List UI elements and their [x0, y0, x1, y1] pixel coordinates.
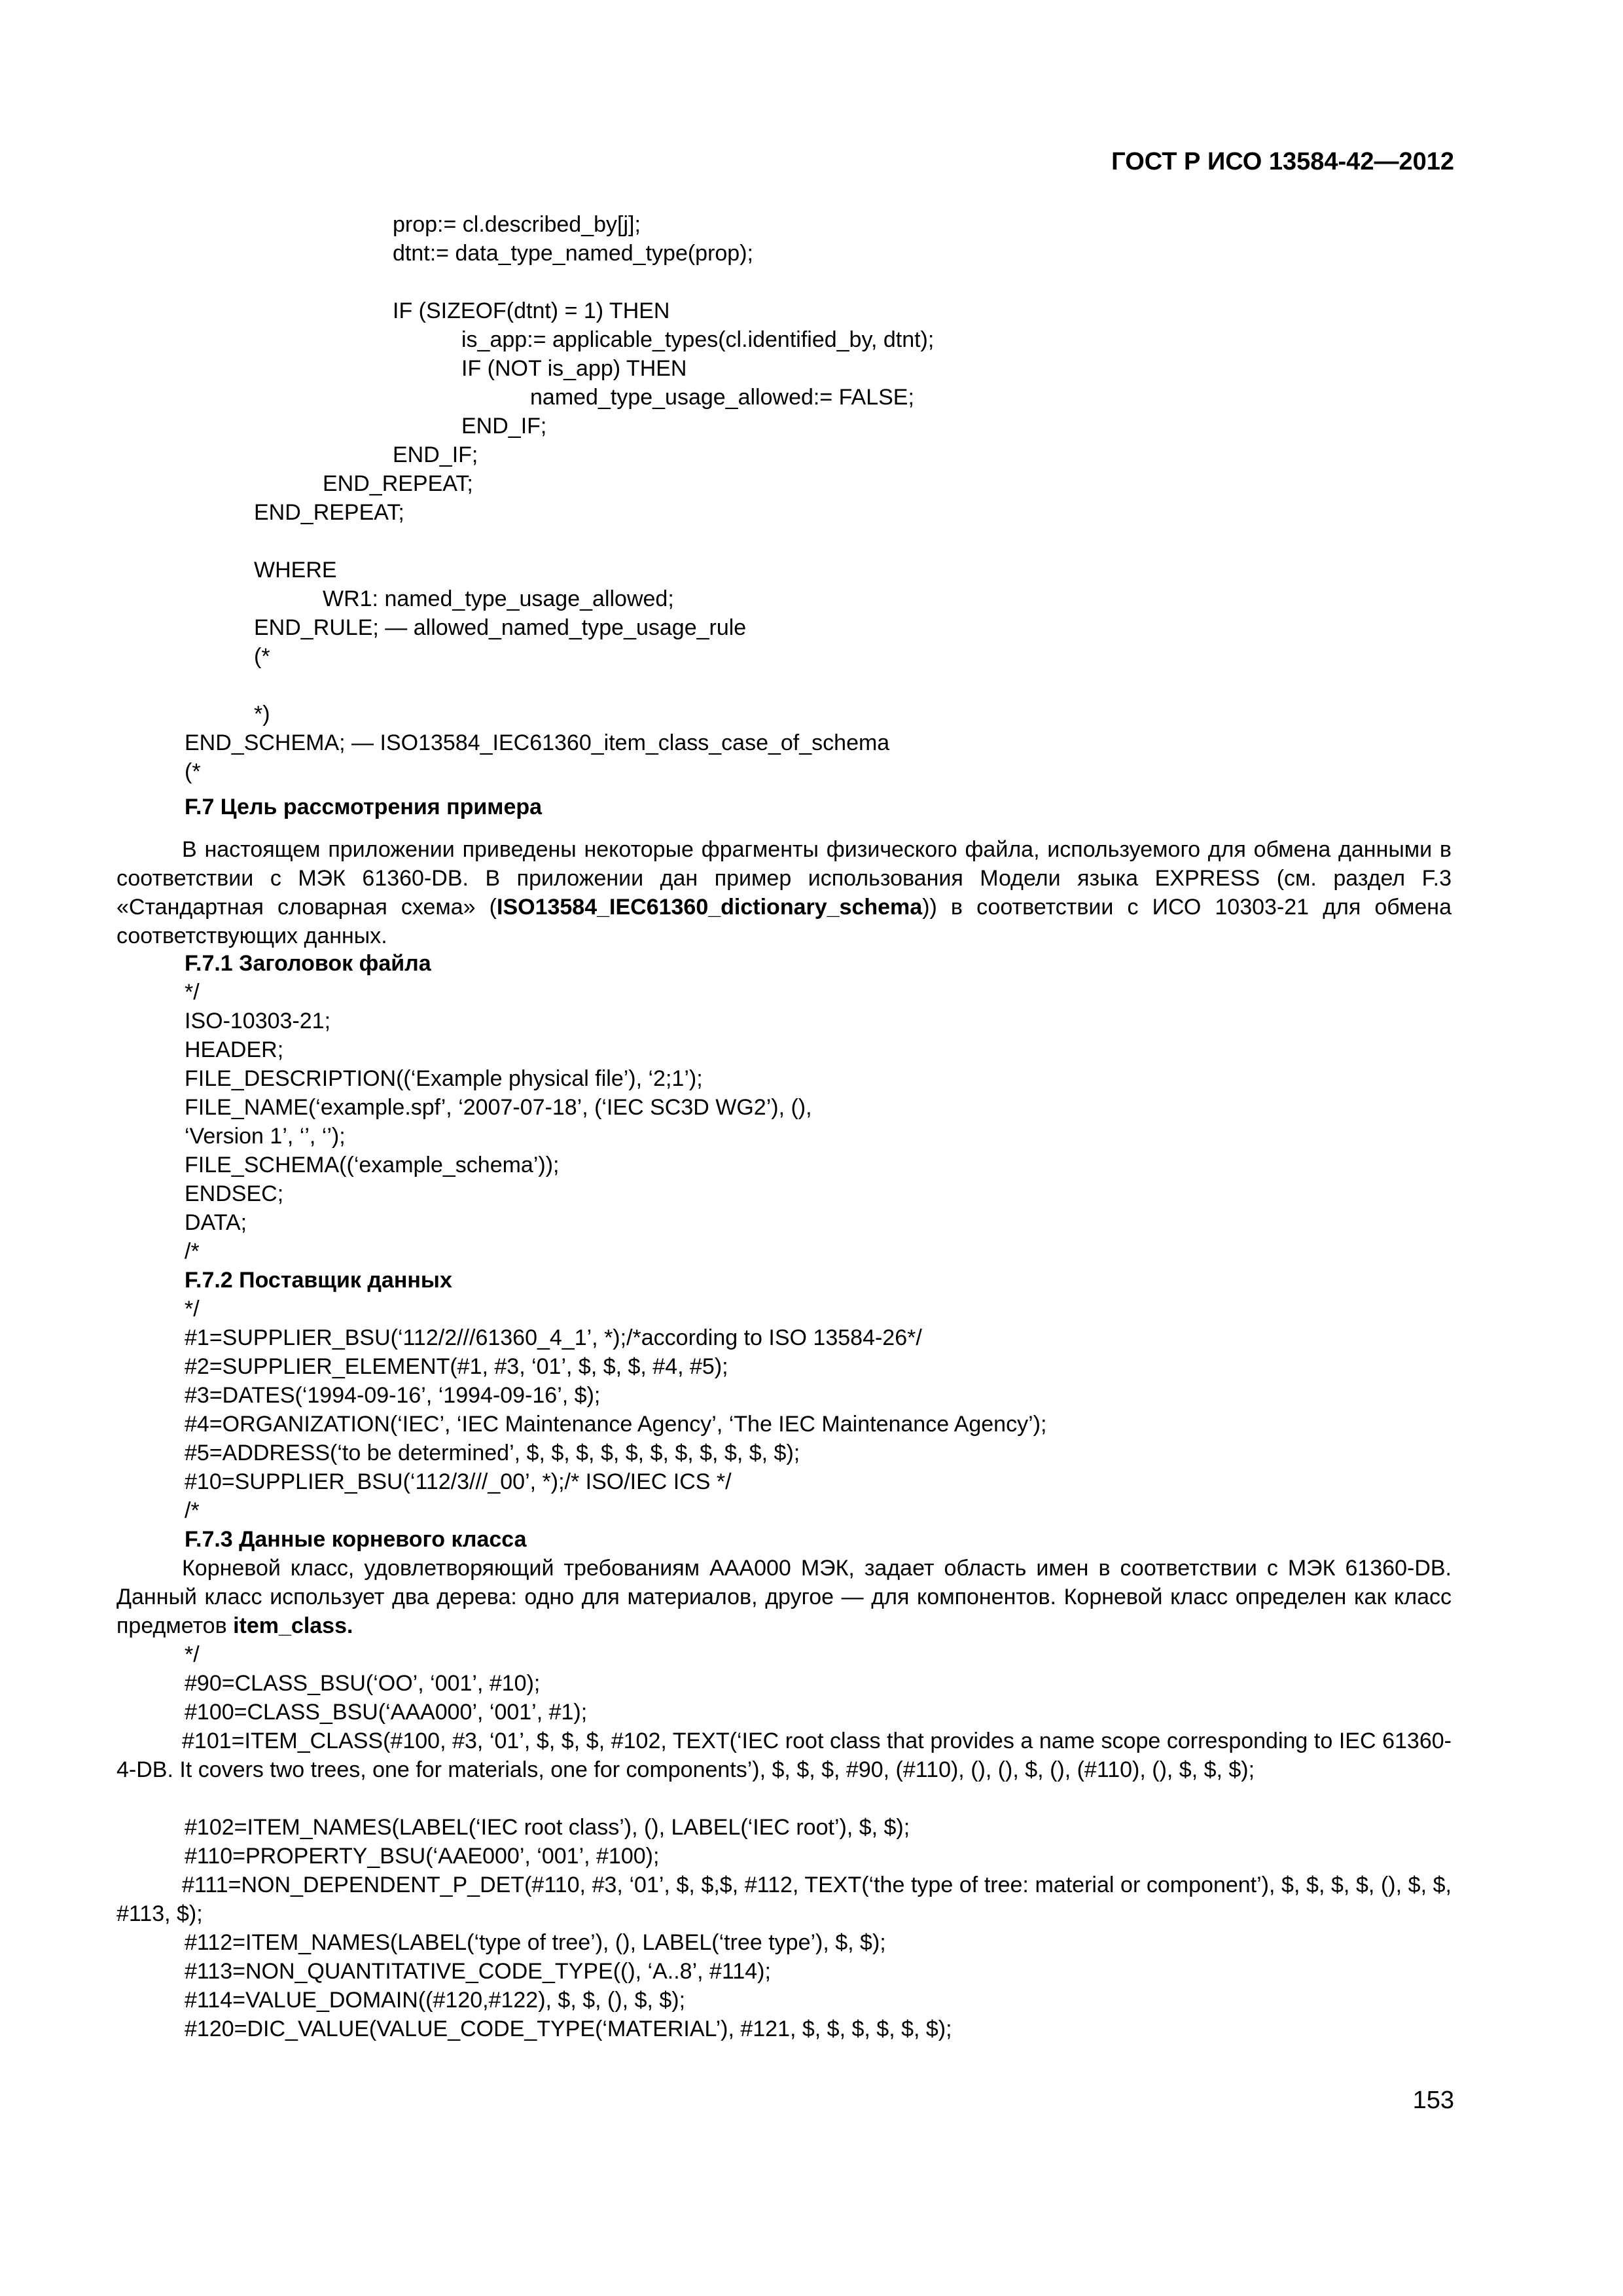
code-line: #1=SUPPLIER_BSU(‘112/2///61360_4_1’, *);/*according to ISO 13584-26*/: [185, 1325, 922, 1350]
code-text: #111=NON_DEPENDENT_P_DET(#110, #3, ‘01’, $, $,$, #112, TEXT(‘the type of tree: material or component’), $, $, $, $, (), $, $, #113, $);: [116, 1873, 1452, 1926]
code-line: dtnt:= data_type_named_type(prop);: [393, 241, 753, 266]
section-heading-f72: F.7.2 Поставщик данных: [185, 1268, 452, 1293]
section-heading-f7: F.7 Цель рассмотрения примера: [185, 795, 543, 819]
code-line: WHERE: [254, 558, 337, 583]
code-line: #5=ADDRESS(‘to be determined’, $, $, $, $, $, $, $, $, $, $, $);: [185, 1441, 800, 1465]
code-line: IF (NOT is_app) THEN: [461, 356, 687, 381]
code-line: #4=ORGANIZATION(‘IEC’, ‘IEC Maintenance Agency’, ‘The IEC Maintenance Agency’);: [185, 1412, 1047, 1437]
code-line: END_SCHEMA; — ISO13584_IEC61360_item_class_case_of_schema: [185, 730, 890, 755]
code-line: /*: [185, 1498, 200, 1523]
document-header: ГОСТ Р ИСО 13584-42—2012: [1111, 148, 1454, 175]
page-number: 153: [1412, 2087, 1454, 2114]
section-f73-paragraph: [116, 1554, 1452, 1640]
code-line: END_REPEAT;: [323, 471, 473, 496]
code-line: #114=VALUE_DOMAIN((#120,#122), $, $, (), $, $);: [185, 1988, 686, 2013]
code-line: */: [185, 980, 200, 1005]
code-line: is_app:= applicable_types(cl.identified_by, dtnt);: [461, 327, 935, 352]
code-line: FILE_SCHEMA((‘example_schema’));: [185, 1153, 560, 1177]
code-line: #112=ITEM_NAMES(LABEL(‘type of tree’), (), LABEL(‘tree type’), $, $);: [185, 1930, 886, 1955]
code-line-wrapped: [116, 1727, 1452, 1784]
code-line: END_RULE; — allowed_named_type_usage_rule: [254, 615, 747, 640]
class-name: item_class.: [233, 1613, 353, 1638]
code-line: WR1: named_type_usage_allowed;: [323, 586, 674, 611]
code-line: IF (SIZEOF(dtnt) = 1) THEN: [393, 298, 670, 323]
schema-name: ISO13584_IEC61360_dictionary_schema: [497, 895, 923, 920]
code-line: #90=CLASS_BSU(‘OO’, ‘001’, #10);: [185, 1671, 541, 1696]
section-f7-paragraph: [116, 835, 1452, 950]
paragraph-text: Корневой класс, удовлетворяющий требованиям AAA000 МЭК, задает область имен в соответствии с МЭК 61360-DB. Данный класс использует два дерева: одно для материалов, другое — для компонентов. Корневой класс определен как класс предметов: [116, 1556, 1452, 1638]
code-line: named_type_usage_allowed:= FALSE;: [530, 385, 914, 410]
code-line: #102=ITEM_NAMES(LABEL(‘IEC root class’), (), LABEL(‘IEC root’), $, $);: [185, 1815, 910, 1840]
code-line: #2=SUPPLIER_ELEMENT(#1, #3, ‘01’, $, $, $, #4, #5);: [185, 1354, 728, 1379]
code-line: DATA;: [185, 1210, 247, 1235]
code-line: ISO-10303-21;: [185, 1009, 331, 1033]
code-line: HEADER;: [185, 1037, 284, 1062]
section-heading-f73: F.7.3 Данные корневого класса: [185, 1527, 527, 1552]
code-line: #10=SUPPLIER_BSU(‘112/3///_00’, *);/* ISO/IEC ICS */: [185, 1469, 732, 1494]
code-line: END_IF;: [461, 414, 547, 439]
code-line: END_IF;: [393, 442, 478, 467]
paragraph-text: )) в соответствии с ИСО 10303-21 для обмена соответствующих данных.: [116, 895, 1452, 948]
code-line: ‘Version 1’, ‘’, ‘’);: [185, 1124, 346, 1149]
code-line: FILE_NAME(‘example.spf’, ‘2007-07-18’, (‘IEC SC3D WG2’), (),: [185, 1095, 812, 1120]
section-heading-f71: F.7.1 Заголовок файла: [185, 951, 431, 976]
code-text: #101=ITEM_CLASS(#100, #3, ‘01’, $, $, $, #102, TEXT(‘IEC root class that provides a name scope corresponding to IEC 61360-4-DB. It covers two trees, one for materials, one for components’), $, $, $, #90, (#110), (), (), $, (), (#110), (), $, $, $);: [116, 1729, 1452, 1782]
code-line: *): [254, 702, 270, 726]
code-line-wrapped: [116, 1871, 1452, 1928]
code-line: */: [185, 1297, 200, 1321]
code-line: #120=DIC_VALUE(VALUE_CODE_TYPE(‘MATERIAL’), #121, $, $, $, $, $, $);: [185, 2017, 952, 2041]
code-line: (*: [254, 644, 270, 669]
code-line: /*: [185, 1239, 200, 1264]
code-line: #100=CLASS_BSU(‘AAA000’, ‘001’, #1);: [185, 1700, 588, 1725]
paragraph-text: В настоящем приложении приведены некоторые фрагменты физического файла, используемого для обмена данными в соответствии с МЭК 61360-DB. В приложении дан пример использования Модели языка EXPRESS (см. раздел F.3 «Стандартная словарная схема» (: [116, 837, 1452, 920]
code-line: (*: [185, 759, 201, 784]
code-line: #110=PROPERTY_BSU(‘AAE000’, ‘001’, #100);: [185, 1844, 660, 1869]
code-line: FILE_DESCRIPTION((‘Example physical file’), ‘2;1’);: [185, 1066, 703, 1091]
code-line: ENDSEC;: [185, 1181, 284, 1206]
code-line: #3=DATES(‘1994-09-16’, ‘1994-09-16’, $);: [185, 1383, 601, 1408]
code-line: #113=NON_QUANTITATIVE_CODE_TYPE((), ‘A..8’, #114);: [185, 1959, 771, 1984]
code-line: */: [185, 1642, 200, 1667]
code-line: prop:= cl.described_by[j];: [393, 212, 641, 237]
code-line: END_REPEAT;: [254, 500, 404, 525]
